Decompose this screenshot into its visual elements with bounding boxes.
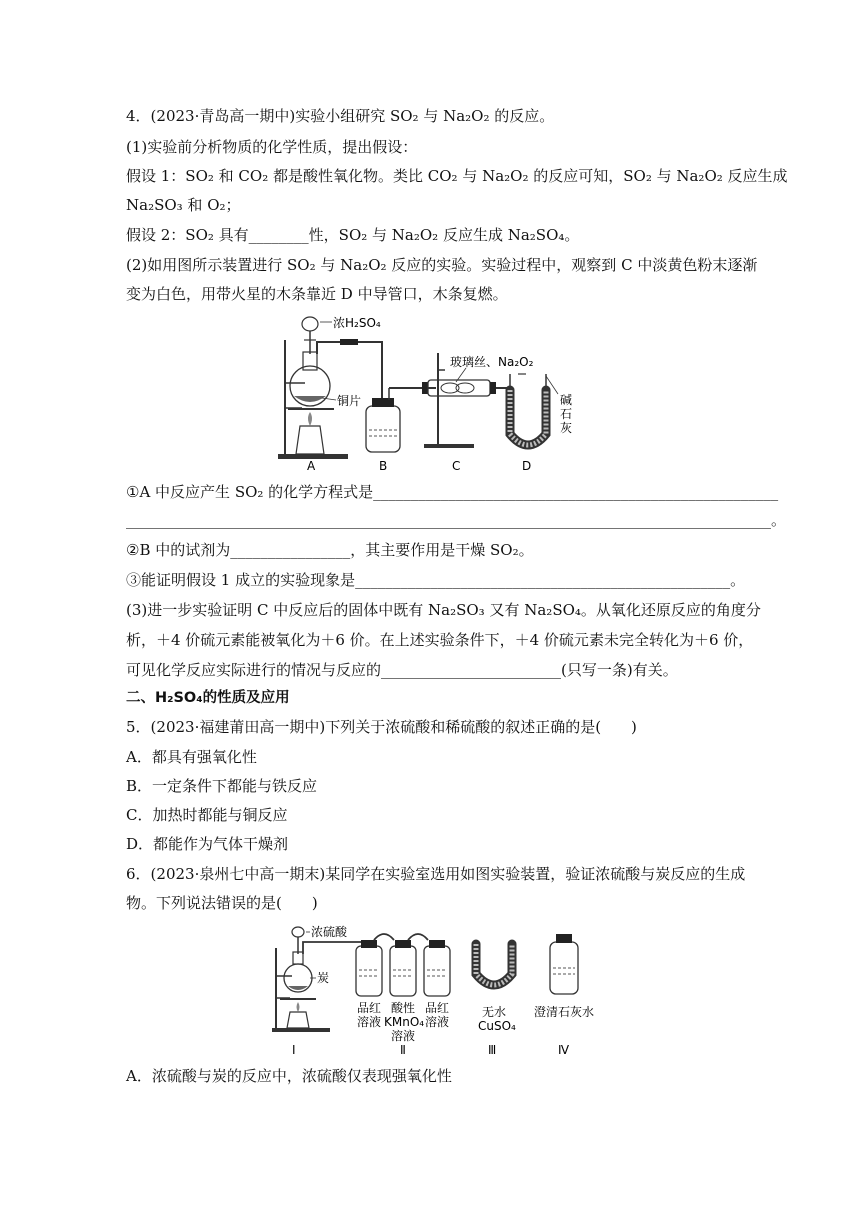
label-conc-h2so4: 浓H₂SO₄ [333,316,381,330]
label-magenta-1b: 溶液 [357,1015,382,1029]
label-anhydrous: 无水 [482,1005,507,1019]
q5-option-a: A．都具有强氧化性 [126,748,257,766]
q4-sub-a-line1: ①A 中反应产生 SO₂ 的化学方程式是______________________________________________________ [126,483,779,501]
label-magenta-2b: 溶液 [425,1015,450,1029]
q4-sub-c: ③能证明假设 1 成立的实验现象是__________________________________________________。 [126,571,746,589]
label-d: D [522,459,532,473]
label-iii: Ⅲ [488,1043,497,1057]
q4-part2-line1: (2)如用图所示装置进行 SO₂ 与 Na₂O₂ 反应的实验。实验过程中，观察到 C 中淡黄色粉末逐渐 [126,256,758,274]
q5-option-c: C．加热时都能与铜反应 [126,806,288,824]
label-cuso4: CuSO₄ [478,1019,516,1033]
q4-part1: (1)实验前分析物质的化学性质，提出假设： [126,138,418,156]
q4-part2-line2: 变为白色，用带火星的木条靠近 D 中导管口，木条复燃。 [126,285,508,303]
apparatus-figure-1 [270,308,590,473]
q4-sub-a-line2: ______________________________________________________________________________________。 [126,511,787,529]
label-magenta-1a: 品红 [357,1001,382,1015]
q5-option-b: B．一定条件下都能与铁反应 [126,777,318,795]
label-copper: 铜片 [337,394,362,408]
label-a: A [307,459,316,473]
q4-part3-line2: 析，＋4 价硫元素能被氧化为＋6 价。在上述实验条件下，＋4 价硫元素未完全转化为＋6 价， [126,631,754,649]
label-ii: Ⅱ [400,1043,406,1057]
q4-hypothesis2: 假设 2：SO₂ 具有________性，SO₂ 与 Na₂O₂ 反应生成 Na₂SO₄。 [126,226,580,244]
q4-sub-b: ②B 中的试剂为________________，其主要作用是干燥 SO₂。 [126,541,534,559]
label-soda-lime-2: 石 [560,407,573,421]
label-soda-lime-1: 碱 [560,393,573,407]
wash-bottles-ii [356,934,450,996]
label-b: B [379,459,388,473]
apparatus-figure-2 [270,920,600,1060]
dropping-funnel [302,317,318,331]
label-i: Ⅰ [292,1043,296,1057]
alcohol-lamp [296,426,324,454]
label-magenta-2a: 品红 [425,1001,450,1015]
q4-title: 4．(2023·青岛高一期中)实验小组研究 SO₂ 与 Na₂O₂ 的反应。 [126,107,555,125]
label-carbon: 炭 [317,971,330,985]
q5-title: 5．(2023·福建莆田高一期中)下列关于浓硫酸和稀硫酸的叙述正确的是( ) [126,718,637,736]
q6-option-a: A．浓硫酸与炭的反应中，浓硫酸仅表现强氧化性 [126,1067,452,1085]
bottle-b [366,406,400,452]
q6-title-line1: 6．(2023·泉州七中高一期末)某同学在实验室选用如图实验装置，验证浓硫酸与炭反应的生成 [126,865,746,883]
q4-part3-line3: 可见化学反应实际进行的情况与反应的________________________(只写一条)有关。 [126,661,678,679]
q4-hypothesis1-line2: Na₂SO₃ 和 O₂； [126,196,241,214]
label-iv: Ⅳ [558,1043,570,1057]
label-c: C [452,459,461,473]
q5-option-d: D．都能作为气体干燥剂 [126,835,289,853]
label-conc-acid: 浓硫酸 [311,925,348,939]
section-heading: 二、H₂SO₄的性质及应用 [126,690,290,706]
q6-title-line2: 物。下列说法错误的是( ) [126,894,318,912]
label-glass-na2o2: 玻璃丝、Na₂O₂ [450,355,534,369]
q4-part3-line1: (3)进一步实验证明 C 中反应后的固体中既有 Na₂SO₃ 又有 Na₂SO₄。从氧化还原反应的角度分 [126,601,761,619]
label-limewater: 澄清石灰水 [534,1005,595,1019]
q4-hypothesis1-line1: 假设 1：SO₂ 和 CO₂ 都是酸性氧化物。类比 CO₂ 与 Na₂O₂ 的反应可知，SO₂ 与 Na₂O₂ 反应生成 [126,167,788,185]
label-kmno4-c: 溶液 [391,1029,416,1043]
label-kmno4-a: 酸性 [391,1001,416,1015]
label-kmno4-b: KMnO₄ [384,1015,425,1029]
label-soda-lime-3: 灰 [560,421,573,435]
